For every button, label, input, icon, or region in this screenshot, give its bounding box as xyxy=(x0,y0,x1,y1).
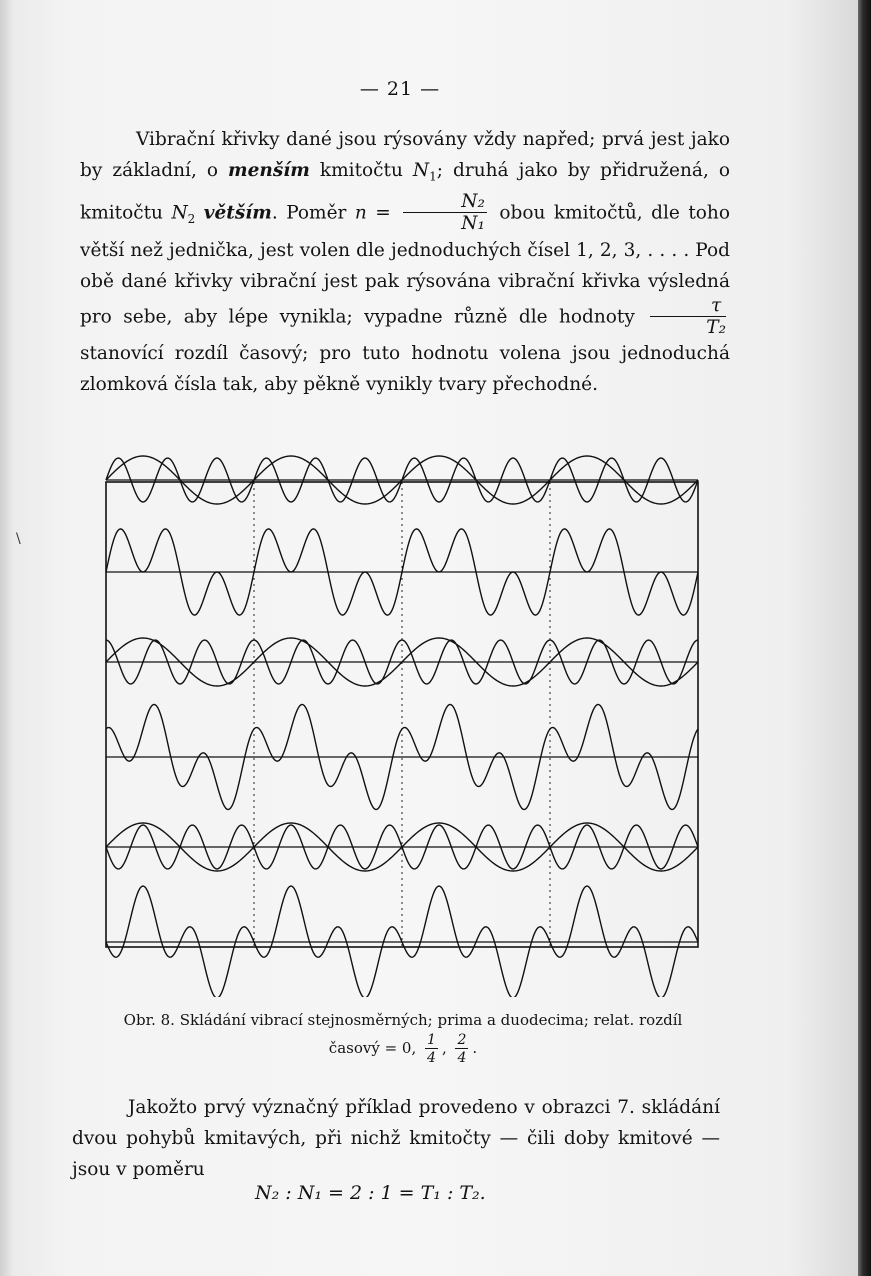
paragraph-2: Jakožto prvý význačný příklad provedeno v obrazci 7. skládání dvou pohybů kmitavých, při nichž kmitočty — čili doby kmitové — jsou v poměru xyxy=(72,1097,720,1180)
tau-num: τ xyxy=(650,297,726,318)
page-binding xyxy=(0,0,14,1276)
caption-frac-2 xyxy=(455,1033,468,1065)
vibration-figure xyxy=(100,452,705,997)
figure-caption xyxy=(88,1008,718,1065)
p1-text-6: stanovící rozdíl časový; pro tuto hodnotu volena jsou jednoduchá zlomková čísla tak, aby pěkně vynikly tvary přechodné. xyxy=(80,342,730,395)
caption-prefix: časový = 0, xyxy=(328,1039,422,1057)
p1-text-5: obou kmitočtů, dle toho větší než jednička, jest volen dle jednoduchých čísel 1, 2, 3, . . . . Pod obě dané křivky vibrační jest pak rýsována vibrační křivka výsledná pro sebe, aby lépe vynikla; vypadne různě dle hodnoty xyxy=(80,202,730,328)
caption-end: . xyxy=(472,1039,478,1057)
p1-n1: N xyxy=(412,160,430,181)
p1-n1-sub: 1 xyxy=(429,169,437,184)
page-edge xyxy=(858,0,871,1276)
caption-f1-num: 1 xyxy=(427,1032,436,1048)
caption-frac-1 xyxy=(425,1033,438,1065)
ratio-num: N₂ xyxy=(403,193,487,214)
caption-f2-num: 2 xyxy=(457,1032,467,1048)
p1-n: n xyxy=(354,202,367,224)
p1-eq: = xyxy=(366,202,400,224)
paragraph-1 xyxy=(80,124,730,400)
ratio-fraction xyxy=(403,190,487,235)
p1-n2-sub: 2 xyxy=(187,211,196,226)
p1-text-2: kmitočtu xyxy=(309,160,413,181)
p1-smaller: menším xyxy=(228,160,310,181)
page-number: — 21 — xyxy=(359,78,441,100)
p1-larger: větším xyxy=(203,202,272,224)
p1-text-1: Vibrační křivky dané jsou rýsovány vždy napřed; prvá jest jako by základní, o xyxy=(80,129,730,181)
caption-sep: , xyxy=(441,1039,452,1057)
caption-line-2 xyxy=(88,1033,718,1065)
tau-den: T₂ xyxy=(706,317,726,339)
margin-mark: \ xyxy=(16,531,21,547)
caption-f2-den: 4 xyxy=(457,1050,467,1066)
caption-f1-den: 4 xyxy=(427,1050,436,1066)
p1-text-4: . Poměr xyxy=(271,202,355,224)
tau-fraction xyxy=(650,294,726,339)
ratio-equation: N₂ : N₁ = 2 : 1 = T₁ : T₂. xyxy=(255,1182,486,1204)
p1-text-3: ; druhá jako by přidružená, o kmitočtu xyxy=(80,160,731,224)
ratio-den: N₁ xyxy=(461,213,485,235)
figure-frame xyxy=(106,482,698,947)
p1-n2: N xyxy=(171,202,188,224)
caption-line-1: Obr. 8. Skládání vibrací stejnosměrných; prima a duodecima; relat. rozdíl xyxy=(123,1011,683,1029)
